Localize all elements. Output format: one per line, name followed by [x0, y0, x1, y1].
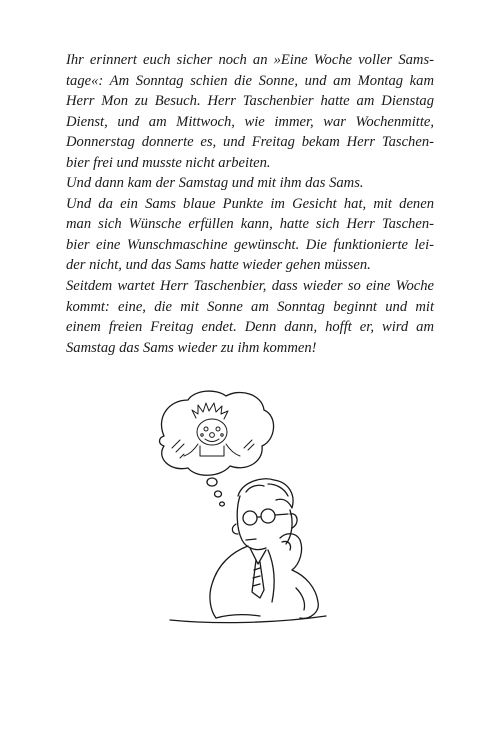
text-line: Seitdem wartet Herr Taschenbier, dass wieder so eine Woche [66, 278, 434, 295]
text-line: kommt: eine, die mit Sonne am Sonntag beginnt und mit [66, 298, 434, 315]
text-line: Und da ein Sams blaue Punkte im Gesicht hat, mit denen [66, 195, 434, 212]
text-line: man sich Wünsche erfüllen kann, hatte sich Herr Taschen- [66, 216, 434, 233]
text-line: bier eine Wunschmaschine gewünscht. Die funktionierte lei- [66, 236, 434, 253]
text-line: Dienst, und am Mittwoch, wie immer, war Wochenmitte, [66, 113, 434, 130]
text-line: Und dann kam der Samstag und mit ihm das Sams. [66, 175, 364, 192]
text-line: tage«: Am Sonntag schien die Sonne, und am Montag kam [66, 72, 434, 89]
text-line: bier frei und musste nicht arbeiten. [66, 154, 271, 171]
text-line: einem freien Freitag endet. Denn dann, hofft er, wird am [66, 319, 434, 336]
text-line: Donnerstag donnerte es, und Freitag bekam Herr Taschen- [66, 134, 434, 151]
paragraph-4 [66, 276, 434, 358]
man-figure [170, 479, 326, 623]
text-line: Herr Mon zu Besuch. Herr Taschenbier hatte am Dienstag [66, 93, 434, 110]
illustration-man-dreaming [150, 388, 340, 628]
thought-bubble [160, 391, 274, 506]
paragraph-1 [66, 50, 434, 173]
story-text [66, 50, 434, 358]
text-line: Samstag das Sams wieder zu ihm kommen! [66, 339, 317, 356]
paragraph-3 [66, 194, 434, 276]
paragraph-2 [66, 173, 434, 194]
text-line: der nicht, und das Sams hatte wieder gehen müssen. [66, 257, 371, 274]
text-line: Ihr erinnert euch sicher noch an »Eine Woche voller Sams- [66, 52, 434, 68]
sams-figure [172, 403, 254, 458]
